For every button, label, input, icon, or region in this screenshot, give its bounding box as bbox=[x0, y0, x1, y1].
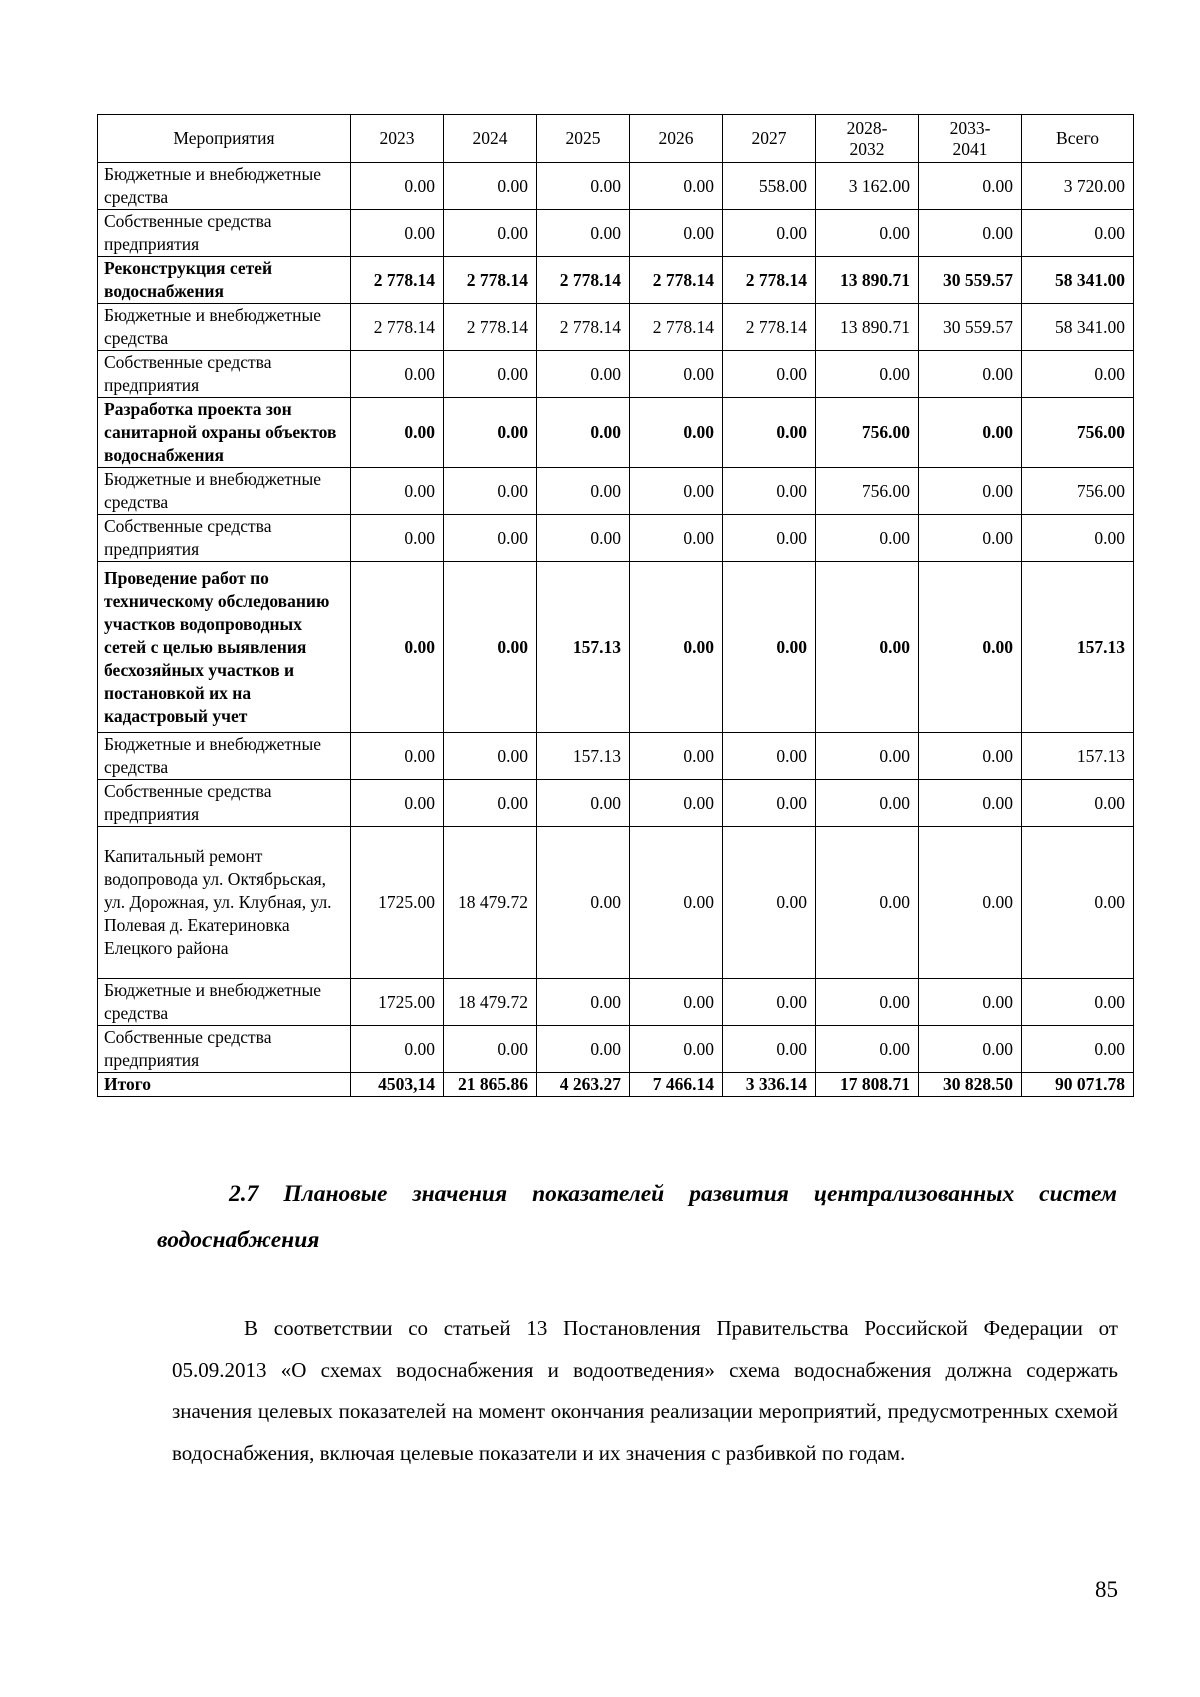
value-cell: 0.00 bbox=[444, 163, 537, 210]
value-cell: 0.00 bbox=[816, 562, 919, 733]
value-cell: 0.00 bbox=[816, 979, 919, 1026]
value-cell: 2 778.14 bbox=[630, 304, 723, 351]
value-cell: 0.00 bbox=[1022, 979, 1134, 1026]
value-cell: 0.00 bbox=[630, 780, 723, 827]
value-cell: 0.00 bbox=[919, 780, 1022, 827]
value-cell: 0.00 bbox=[351, 562, 444, 733]
value-cell: 0.00 bbox=[723, 210, 816, 257]
value-cell: 2 778.14 bbox=[630, 257, 723, 304]
value-cell: 17 808.71 bbox=[816, 1073, 919, 1097]
table-row bbox=[98, 827, 1134, 979]
value-cell: 90 071.78 bbox=[1022, 1073, 1134, 1097]
row-label-cell: Капитальный ремонт водопровода ул. Октябрьская, ул. Дорожная, ул. Клубная, ул. Полевая д. Екатериновка Елецкого района bbox=[98, 827, 351, 979]
value-cell: 0.00 bbox=[444, 733, 537, 780]
row-label-cell: Собственные средства предприятия bbox=[98, 780, 351, 827]
value-cell: 1725.00 bbox=[351, 979, 444, 1026]
value-cell: 0.00 bbox=[816, 351, 919, 398]
value-cell: 0.00 bbox=[444, 351, 537, 398]
value-cell: 18 479.72 bbox=[444, 979, 537, 1026]
page-number: 85 bbox=[1095, 1577, 1118, 1602]
value-cell: 0.00 bbox=[723, 780, 816, 827]
value-cell: 0.00 bbox=[1022, 1026, 1134, 1073]
value-cell: 18 479.72 bbox=[444, 827, 537, 979]
value-cell: 0.00 bbox=[444, 210, 537, 257]
value-cell: 2 778.14 bbox=[351, 304, 444, 351]
body-paragraph: В соответствии со статьей 13 Постановления Правительства Российской Федерации от 05.09.2013 «О схемах водоснабжения и водоотведения» схема водоснабжения должна содержать значения целевых показателей на момент окончания реализации мероприятий, предусмотренных схемой водоснабжения, включая целевые показатели и их значения с разбивкой по годам. bbox=[172, 1316, 1118, 1465]
value-cell: 3 336.14 bbox=[723, 1073, 816, 1097]
value-cell: 2 778.14 bbox=[537, 257, 630, 304]
value-cell: 0.00 bbox=[723, 562, 816, 733]
table-body bbox=[98, 163, 1134, 1097]
value-cell: 2 778.14 bbox=[444, 304, 537, 351]
table-row bbox=[98, 304, 1134, 351]
table-row bbox=[98, 1073, 1134, 1097]
value-cell: 0.00 bbox=[816, 780, 919, 827]
table-row bbox=[98, 780, 1134, 827]
table-row bbox=[98, 468, 1134, 515]
column-header: 2033- 2041 bbox=[919, 115, 1022, 163]
table-row bbox=[98, 351, 1134, 398]
table-row bbox=[98, 1026, 1134, 1073]
row-label-cell: Бюджетные и внебюджетные средства bbox=[98, 468, 351, 515]
value-cell: 0.00 bbox=[816, 515, 919, 562]
value-cell: 58 341.00 bbox=[1022, 257, 1134, 304]
value-cell: 0.00 bbox=[723, 979, 816, 1026]
value-cell: 157.13 bbox=[537, 562, 630, 733]
value-cell: 0.00 bbox=[351, 1026, 444, 1073]
row-label-cell: Бюджетные и внебюджетные средства bbox=[98, 979, 351, 1026]
value-cell: 0.00 bbox=[444, 515, 537, 562]
value-cell: 0.00 bbox=[537, 351, 630, 398]
row-label-cell: Разработка проекта зон санитарной охраны объектов водоснабжения bbox=[98, 398, 351, 468]
table-header-row bbox=[98, 115, 1134, 163]
value-cell: 0.00 bbox=[723, 468, 816, 515]
value-cell: 157.13 bbox=[1022, 733, 1134, 780]
column-header: 2025 bbox=[537, 115, 630, 163]
value-cell: 0.00 bbox=[919, 351, 1022, 398]
value-cell: 0.00 bbox=[537, 780, 630, 827]
value-cell: 0.00 bbox=[919, 827, 1022, 979]
value-cell: 2 778.14 bbox=[723, 304, 816, 351]
column-header: Всего bbox=[1022, 115, 1134, 163]
value-cell: 756.00 bbox=[1022, 468, 1134, 515]
value-cell: 0.00 bbox=[630, 210, 723, 257]
value-cell: 0.00 bbox=[630, 515, 723, 562]
value-cell: 0.00 bbox=[919, 979, 1022, 1026]
value-cell: 30 828.50 bbox=[919, 1073, 1022, 1097]
value-cell: 0.00 bbox=[444, 1026, 537, 1073]
value-cell: 0.00 bbox=[630, 351, 723, 398]
value-cell: 0.00 bbox=[351, 398, 444, 468]
value-cell: 0.00 bbox=[351, 351, 444, 398]
value-cell: 0.00 bbox=[723, 1026, 816, 1073]
row-label-cell: Бюджетные и внебюджетные средства bbox=[98, 163, 351, 210]
value-cell: 0.00 bbox=[351, 468, 444, 515]
value-cell: 0.00 bbox=[1022, 210, 1134, 257]
column-header: 2024 bbox=[444, 115, 537, 163]
value-cell: 0.00 bbox=[444, 468, 537, 515]
column-header: 2026 bbox=[630, 115, 723, 163]
table-row bbox=[98, 163, 1134, 210]
value-cell: 0.00 bbox=[537, 827, 630, 979]
value-cell: 21 865.86 bbox=[444, 1073, 537, 1097]
value-cell: 13 890.71 bbox=[816, 304, 919, 351]
value-cell: 4 263.27 bbox=[537, 1073, 630, 1097]
row-label-cell: Бюджетные и внебюджетные средства bbox=[98, 733, 351, 780]
value-cell: 0.00 bbox=[351, 515, 444, 562]
value-cell: 0.00 bbox=[1022, 827, 1134, 979]
value-cell: 0.00 bbox=[630, 163, 723, 210]
column-header: 2027 bbox=[723, 115, 816, 163]
value-cell: 0.00 bbox=[630, 733, 723, 780]
value-cell: 0.00 bbox=[723, 515, 816, 562]
value-cell: 0.00 bbox=[537, 1026, 630, 1073]
value-cell: 58 341.00 bbox=[1022, 304, 1134, 351]
value-cell: 0.00 bbox=[444, 780, 537, 827]
row-label-cell: Реконструкция сетей водоснабжения bbox=[98, 257, 351, 304]
value-cell: 4503,14 bbox=[351, 1073, 444, 1097]
section-number: 2.7 bbox=[229, 1181, 259, 1207]
value-cell: 13 890.71 bbox=[816, 257, 919, 304]
section-heading bbox=[157, 1171, 1117, 1263]
row-label-cell: Собственные средства предприятия bbox=[98, 1026, 351, 1073]
value-cell: 0.00 bbox=[816, 1026, 919, 1073]
value-cell: 0.00 bbox=[919, 163, 1022, 210]
column-header: Мероприятия bbox=[98, 115, 351, 163]
table-row bbox=[98, 210, 1134, 257]
value-cell: 157.13 bbox=[537, 733, 630, 780]
value-cell: 0.00 bbox=[1022, 780, 1134, 827]
table-row bbox=[98, 733, 1134, 780]
value-cell: 0.00 bbox=[723, 733, 816, 780]
value-cell: 0.00 bbox=[919, 468, 1022, 515]
value-cell: 756.00 bbox=[1022, 398, 1134, 468]
value-cell: 0.00 bbox=[351, 210, 444, 257]
value-cell: 0.00 bbox=[537, 515, 630, 562]
value-cell: 0.00 bbox=[537, 979, 630, 1026]
value-cell: 0.00 bbox=[351, 163, 444, 210]
value-cell: 0.00 bbox=[1022, 351, 1134, 398]
value-cell: 0.00 bbox=[919, 515, 1022, 562]
value-cell: 0.00 bbox=[816, 827, 919, 979]
table-row bbox=[98, 257, 1134, 304]
value-cell: 0.00 bbox=[919, 398, 1022, 468]
value-cell: 7 466.14 bbox=[630, 1073, 723, 1097]
column-header: 2023 bbox=[351, 115, 444, 163]
section-title-text: Плановые значения показателей развития централизованных систем водоснабжения bbox=[157, 1181, 1118, 1253]
value-cell: 2 778.14 bbox=[723, 257, 816, 304]
value-cell: 0.00 bbox=[816, 733, 919, 780]
value-cell: 0.00 bbox=[630, 827, 723, 979]
row-label-cell: Собственные средства предприятия bbox=[98, 515, 351, 562]
value-cell: 0.00 bbox=[444, 398, 537, 468]
value-cell: 0.00 bbox=[630, 468, 723, 515]
value-cell: 2 778.14 bbox=[444, 257, 537, 304]
value-cell: 0.00 bbox=[537, 210, 630, 257]
value-cell: 0.00 bbox=[1022, 515, 1134, 562]
value-cell: 0.00 bbox=[723, 351, 816, 398]
value-cell: 0.00 bbox=[351, 780, 444, 827]
value-cell: 0.00 bbox=[919, 210, 1022, 257]
row-label-cell: Бюджетные и внебюджетные средства bbox=[98, 304, 351, 351]
value-cell: 0.00 bbox=[816, 210, 919, 257]
value-cell: 0.00 bbox=[919, 733, 1022, 780]
table-row bbox=[98, 515, 1134, 562]
value-cell: 0.00 bbox=[630, 562, 723, 733]
value-cell: 0.00 bbox=[630, 979, 723, 1026]
value-cell: 1725.00 bbox=[351, 827, 444, 979]
value-cell: 558.00 bbox=[723, 163, 816, 210]
row-label-cell: Проведение работ по техническому обследованию участков водопроводных сетей с целью выявления бесхозяйных участков и постановкой их на кадастровый учет bbox=[98, 562, 351, 733]
value-cell: 756.00 bbox=[816, 398, 919, 468]
value-cell: 157.13 bbox=[1022, 562, 1134, 733]
value-cell: 30 559.57 bbox=[919, 304, 1022, 351]
financing-table bbox=[97, 114, 1134, 1097]
value-cell: 0.00 bbox=[919, 562, 1022, 733]
value-cell: 0.00 bbox=[630, 1026, 723, 1073]
value-cell: 756.00 bbox=[816, 468, 919, 515]
row-label-cell: Собственные средства предприятия bbox=[98, 351, 351, 398]
value-cell: 0.00 bbox=[723, 398, 816, 468]
value-cell: 0.00 bbox=[919, 1026, 1022, 1073]
row-label-cell: Итого bbox=[98, 1073, 351, 1097]
value-cell: 0.00 bbox=[537, 468, 630, 515]
value-cell: 0.00 bbox=[630, 398, 723, 468]
value-cell: 3 720.00 bbox=[1022, 163, 1134, 210]
value-cell: 0.00 bbox=[537, 163, 630, 210]
table-row bbox=[98, 562, 1134, 733]
value-cell: 2 778.14 bbox=[537, 304, 630, 351]
value-cell: 30 559.57 bbox=[919, 257, 1022, 304]
table-row bbox=[98, 398, 1134, 468]
value-cell: 0.00 bbox=[444, 562, 537, 733]
value-cell: 0.00 bbox=[723, 827, 816, 979]
value-cell: 3 162.00 bbox=[816, 163, 919, 210]
column-header: 2028- 2032 bbox=[816, 115, 919, 163]
row-label-cell: Собственные средства предприятия bbox=[98, 210, 351, 257]
value-cell: 0.00 bbox=[537, 398, 630, 468]
value-cell: 2 778.14 bbox=[351, 257, 444, 304]
table-row bbox=[98, 979, 1134, 1026]
value-cell: 0.00 bbox=[351, 733, 444, 780]
